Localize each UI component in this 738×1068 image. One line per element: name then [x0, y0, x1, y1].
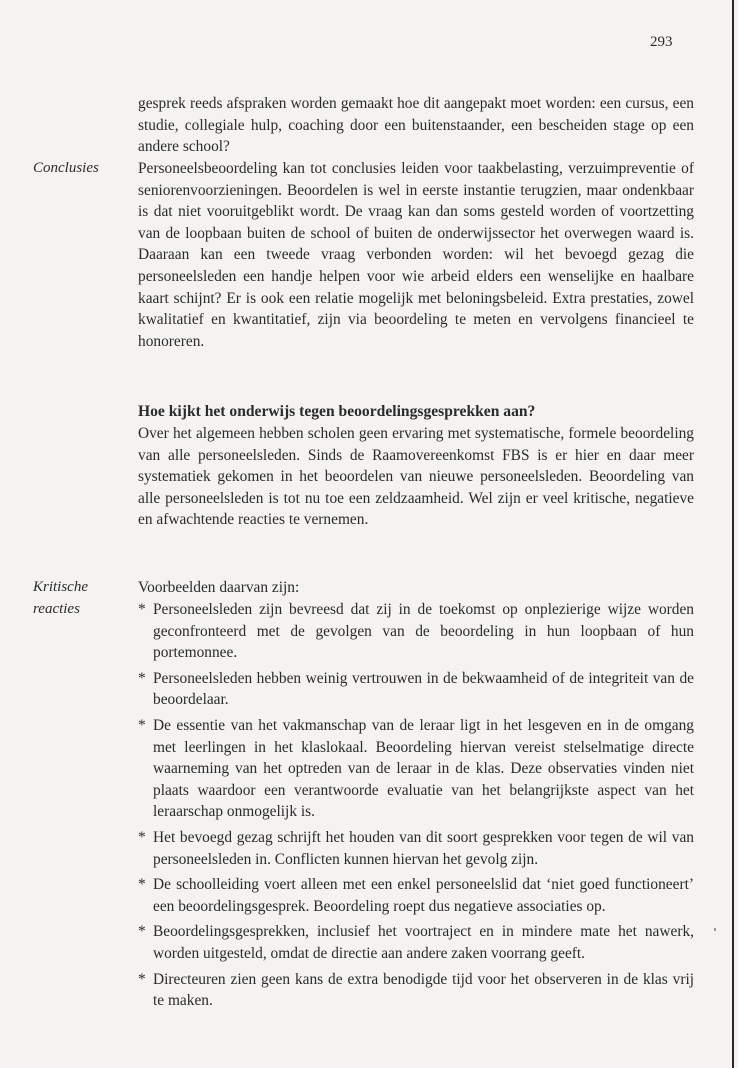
page-number: 293	[650, 34, 673, 50]
margin-note-line: Kritische	[33, 579, 88, 595]
conclusies-paragraph: Personeelsbeoordeling kan tot conclusies leiden voor taakbelasting, verzuimpreventie of seniorenvoorzieningen. Beoordelen is wel in eerste instantie terugzien, maar ondenkbaar is dat niet vooruitgeblikt wordt. De vraag kan dan soms gesteld worden of voortzetting van de loopbaan buiten de school of buiten de onderwijssector het overwegen waard is. Daaraan kan een tweede vraag verbonden worden: wil het bevoegd gezag die personeelsleden een handje helpen voor wie arbeid elders een wenselijke en haalbare kaart schijnt? Er is ook een relatie mogelijk met beloningsbeleid. Extra prestaties, zowel kwalitatief en kwantitatief, zijn via beoordeling te meten en vervolgens financieel te honoreren.	[138, 160, 694, 350]
section-body-paragraph: Over het algemeen hebben scholen geen ervaring met systematische, formele beoordeling van alle personeelsleden. Sinds de Raamovereenkomst FBS is er hier en daar meer systematiek gekomen in het beoordelen van nieuwe personeelsleden. Beoordeling van alle personeelsleden is tot nu toe een zeldzaamheid. Wel zijn er veel kritische, negatieve en afwachtende reacties te vernemen.	[138, 425, 694, 529]
bullet-marker: *	[138, 828, 146, 846]
list-item-text: De schoolleiding voert alleen met een enkel personeelslid dat ‘niet goed functioneert’ een beoordelingsgesprek. Beoordeling roept dus negatieve associaties op.	[153, 876, 694, 915]
examples-intro: Voorbeelden daarvan zijn:	[138, 579, 300, 596]
intro-continuation-paragraph: gesprek reeds afspraken worden gemaakt hoe dit aangepakt moet worden: een cursus, een studie, collegiale hulp, coaching door een buitenstaander, een bescheiden stage op een andere school?	[138, 95, 694, 156]
margin-note-kritische-reacties	[33, 577, 88, 620]
list-item	[138, 921, 694, 964]
list-item	[138, 827, 694, 870]
bullet-marker: *	[138, 876, 146, 894]
list-item-text: Directeuren zien geen kans de extra benodigde tijd voor het observeren in de klas vrij te maken.	[153, 970, 694, 1010]
list-item-text: Personeelsleden zijn bevreesd dat zij in de toekomst op onplezierige wijze worden geconfronteerd met de gevolgen van de beoordeling in hun loopbaan of hun portemonnee.	[153, 601, 694, 662]
bullet-marker: *	[138, 923, 146, 941]
list-item	[138, 874, 694, 917]
bullet-marker: *	[138, 970, 146, 988]
list-item-text: De essentie van het vakmanschap van de leraar ligt in het lesgeven en in de omgang met leerlingen in het klaslokaal. Beoordeling hiervan vereist stelselmatige directe waarneming van het optreden van de leraar in de klas. Deze observaties vinden niet plaats waardoor een verantwoorde evaluatie van het belangrijkste aspect van het leraarschap onmogelijk is.	[153, 716, 694, 821]
list-item-text: Personeelsleden hebben weinig vertrouwen in de bekwaamheid of de integriteit van de beoordelaar.	[153, 669, 694, 709]
page-edge-line	[732, 0, 734, 1068]
list-item	[138, 969, 694, 1012]
margin-note-line: reacties	[33, 600, 80, 617]
scan-speck	[714, 928, 716, 931]
bullet-marker: *	[138, 669, 146, 687]
bullet-marker: *	[138, 716, 146, 734]
list-item-text: Het bevoegd gezag schrijft het houden van dit soort gesprekken voor tegen de wil van personeelsleden in. Conflicten kunnen hiervan het gevolg zijn.	[153, 828, 694, 868]
critical-reactions-list	[138, 599, 694, 1016]
list-item	[138, 668, 694, 711]
list-item-text: Beoordelingsgesprekken, inclusief het voortraject en in mindere mate het nawerk, worden uitgesteld, omdat de directie aan andere zaken voorrang geeft.	[153, 923, 694, 962]
list-item	[138, 715, 694, 823]
bullet-marker: *	[138, 601, 146, 618]
section-heading: Hoe kijkt het onderwijs tegen beoordelingsgesprekken aan?	[138, 403, 536, 420]
list-item	[138, 599, 694, 664]
margin-note-conclusies: Conclusies	[33, 160, 99, 176]
